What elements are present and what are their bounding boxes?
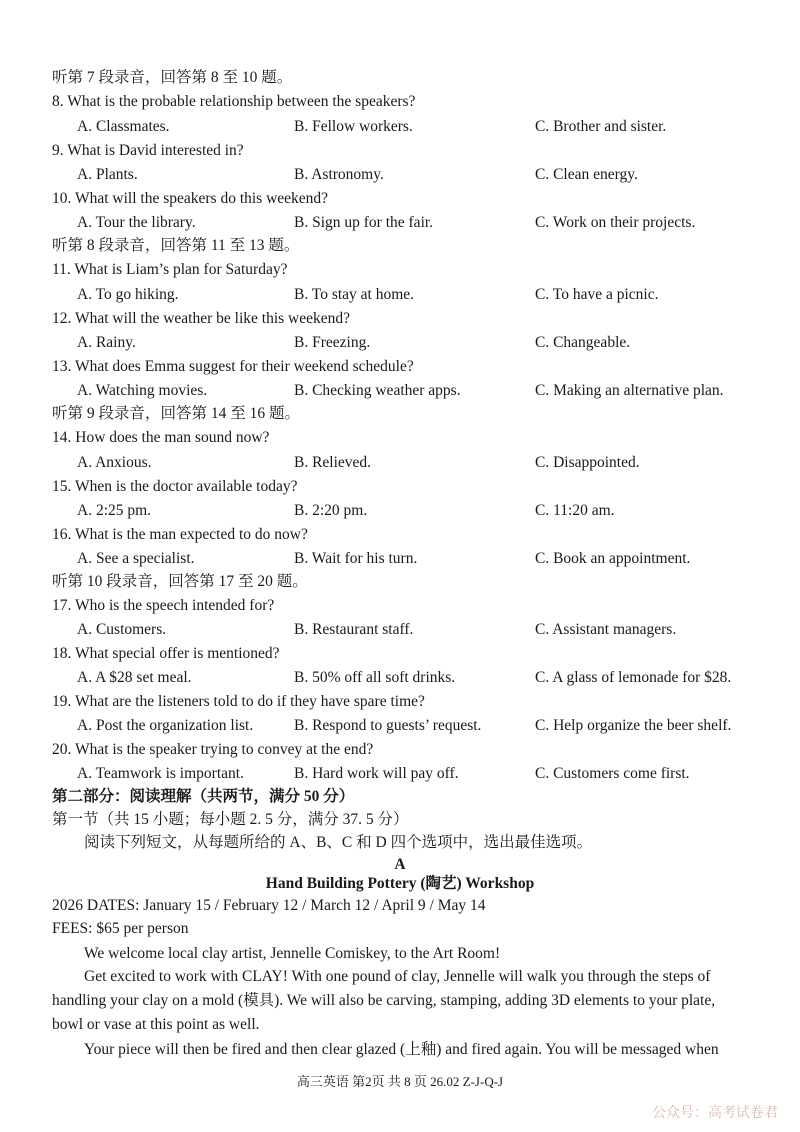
paragraph-line: Get excited to work with CLAY! With one pound of clay, Jennelle will walk you through the steps of — [84, 968, 711, 985]
option-b: B. Astronomy. — [294, 166, 384, 183]
question-text: 11. What is Liam’s plan for Saturday? — [52, 261, 288, 278]
option-b: B. To stay at home. — [294, 286, 415, 303]
option-b: B. Freezing. — [294, 334, 371, 351]
question-text: 15. When is the doctor available today? — [52, 478, 298, 495]
option-a: A. Rainy. — [77, 334, 136, 351]
option-b: B. Wait for his turn. — [294, 550, 418, 567]
option-a: A. A $28 set meal. — [77, 669, 192, 686]
dates-line: 2026 DATES: January 15 / February 12 / March 12 / April 9 / May 14 — [52, 897, 486, 914]
passage-letter: A — [394, 856, 406, 873]
question-text: 8. What is the probable relationship between the speakers? — [52, 93, 416, 110]
option-b: B. Restaurant staff. — [294, 621, 414, 638]
option-a: A. Customers. — [77, 621, 167, 638]
question-text: 20. What is the speaker trying to convey at the end? — [52, 741, 374, 758]
option-c: C. Work on their projects. — [535, 214, 696, 231]
option-a: A. Post the organization list. — [77, 717, 254, 734]
question-text: 10. What will the speakers do this weekend? — [52, 190, 329, 207]
paragraph-line: handling your clay on a mold (模具). We will also be carving, stamping, adding 3D elements to your plate, — [52, 992, 716, 1009]
option-c: C. Disappointed. — [535, 454, 640, 471]
section-heading: 听第 8 段录音，回答第 11 至 13 题。 — [52, 237, 300, 254]
option-c: C. 11:20 am. — [535, 502, 615, 519]
option-c: C. Clean energy. — [535, 166, 638, 183]
option-c: C. Brother and sister. — [535, 118, 667, 135]
option-b: B. Checking weather apps. — [294, 382, 461, 399]
option-c: C. Making an alternative plan. — [535, 382, 724, 399]
option-b: B. 50% off all soft drinks. — [294, 669, 456, 686]
question-text: 12. What will the weather be like this weekend? — [52, 310, 350, 327]
option-c: C. To have a picnic. — [535, 286, 659, 303]
paragraph-line: bowl or vase at this point as well. — [52, 1016, 260, 1033]
option-b: B. Fellow workers. — [294, 118, 413, 135]
option-c: C. Book an appointment. — [535, 550, 691, 567]
option-b: B. Sign up for the fair. — [294, 214, 434, 231]
question-text: 17. Who is the speech intended for? — [52, 597, 275, 614]
option-a: A. Classmates. — [77, 118, 170, 135]
option-a: A. Tour the library. — [77, 214, 196, 231]
option-a: A. Plants. — [77, 166, 138, 183]
passage-title: Hand Building Pottery (陶艺) Workshop — [265, 875, 535, 892]
watermark: 公众号：高考试卷君 — [652, 1105, 778, 1121]
option-c: C. Changeable. — [535, 334, 631, 351]
section-heading: 听第 9 段录音，回答第 14 至 16 题。 — [52, 405, 301, 422]
option-a: A. See a specialist. — [77, 550, 195, 567]
section-heading: 听第 10 段录音，回答第 17 至 20 题。 — [52, 573, 308, 590]
option-c: C. Help organize the beer shelf. — [535, 717, 732, 734]
question-text: 19. What are the listeners told to do if they have spare time? — [52, 693, 425, 710]
instruction-text: 阅读下列短文，从每题所给的 A、B、C 和 D 四个选项中，选出最佳选项。 — [84, 834, 593, 851]
part-heading: 第二部分：阅读理解（共两节，满分 50 分） — [52, 788, 355, 805]
option-b: B. Respond to guests’ request. — [294, 717, 482, 734]
option-c: C. Assistant managers. — [535, 621, 677, 638]
option-a: A. 2:25 pm. — [77, 502, 152, 519]
question-text: 13. What does Emma suggest for their weekend schedule? — [52, 358, 414, 375]
option-c: C. A glass of lemonade for $28. — [535, 669, 732, 686]
question-text: 16. What is the man expected to do now? — [52, 526, 308, 543]
option-b: B. Relieved. — [294, 454, 372, 471]
page-footer: 高三英语 第2页 共 8 页 26.02 Z-J-Q-J — [296, 1074, 504, 1089]
question-text: 14. How does the man sound now? — [52, 429, 270, 446]
option-b: B. Hard work will pay off. — [294, 765, 459, 782]
question-text: 9. What is David interested in? — [52, 142, 244, 159]
option-a: A. Watching movies. — [77, 382, 208, 399]
option-a: A. Anxious. — [77, 454, 152, 471]
section-heading: 第一节（共 15 小题；每小题 2. 5 分，满分 37. 5 分） — [52, 811, 409, 828]
option-b: B. 2:20 pm. — [294, 502, 368, 519]
paragraph: We welcome local clay artist, Jennelle Comiskey, to the Art Room! — [84, 945, 501, 962]
section-heading: 听第 7 段录音，回答第 8 至 10 题。 — [52, 69, 293, 86]
question-text: 18. What special offer is mentioned? — [52, 645, 280, 662]
option-a: A. Teamwork is important. — [77, 765, 244, 782]
option-c: C. Customers come first. — [535, 765, 690, 782]
fees-line: FEES: $65 per person — [52, 920, 189, 937]
paragraph-line: Your piece will then be fired and then clear glazed (上釉) and fired again. You will be messaged when — [84, 1041, 719, 1058]
option-a: A. To go hiking. — [77, 286, 179, 303]
